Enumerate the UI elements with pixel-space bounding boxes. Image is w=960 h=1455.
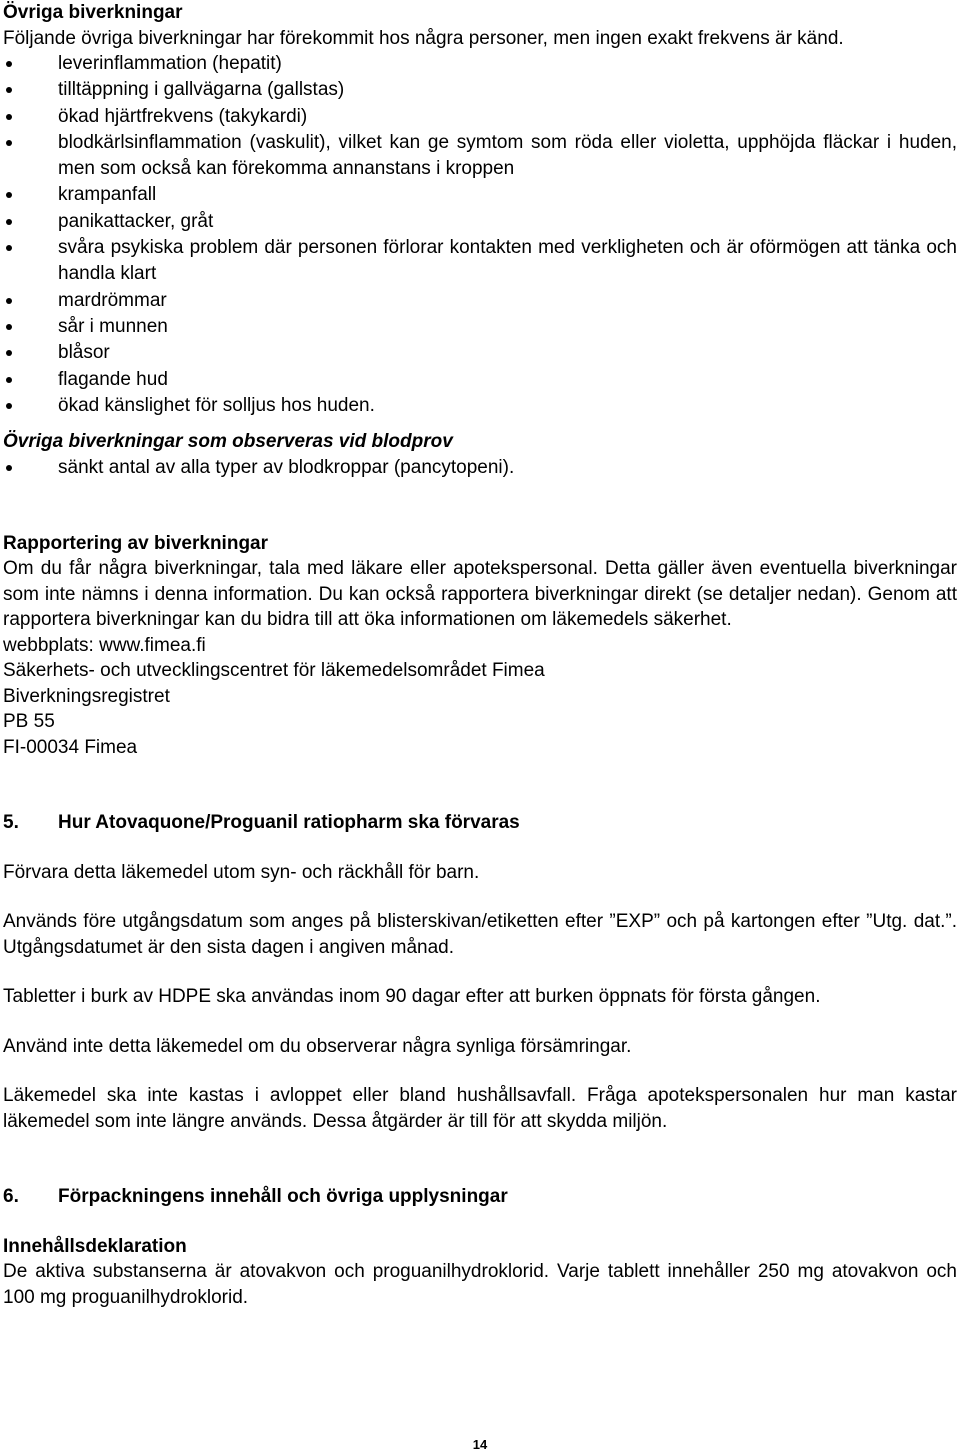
section-storage xyxy=(3,810,957,1134)
side-effect-list xyxy=(3,51,957,419)
section-number: 5. xyxy=(3,812,19,834)
list-item xyxy=(3,393,957,419)
list-item-text: blodkärlsinflammation (vaskulit), vilket kan ge symtom som röda eller violetta, upphöjda fläckar i huden, men som också kan förekomma annanstans i kroppen xyxy=(58,131,957,180)
storage-paragraph: Tabletter i burk av HDPE ska användas inom 90 dagar efter att burken öppnats för första gången. xyxy=(3,986,821,1008)
document-page xyxy=(3,0,957,1452)
section-heading-text: Förpackningens innehåll och övriga upplysningar xyxy=(58,1186,508,1208)
address-line: FI-00034 Fimea xyxy=(3,736,138,758)
list-item xyxy=(3,209,957,235)
list-item-text: svåra psykiska problem där personen förlorar kontakten med verkligheten och är oförmögen att tänka och handla klart xyxy=(58,237,957,285)
list-item xyxy=(3,51,957,77)
section-heading xyxy=(3,810,957,836)
section-title: Övriga biverkningar xyxy=(3,2,183,23)
list-item-text: ökad hjärtfrekvens (takykardi) xyxy=(58,105,308,127)
bullet-icon xyxy=(3,288,15,314)
list-item xyxy=(3,130,957,183)
storage-paragraph: Används före utgångsdatum som anges på blisterskivan/etiketten efter ”EXP” och på kartongen efter ”Utg. dat.”. Utgångsdatumet är den sista dagen i angiven månad. xyxy=(3,911,957,958)
list-item-text: sänkt antal av alla typer av blodkroppar (pancytopeni). xyxy=(58,456,515,478)
bullet-icon xyxy=(3,182,15,208)
section-title: Övriga biverkningar som observeras vid blodprov xyxy=(3,431,453,453)
page-number: 14 xyxy=(472,1437,488,1452)
bullet-icon xyxy=(3,314,15,340)
bullet-icon xyxy=(3,130,15,156)
list-item-text: flagande hud xyxy=(58,368,168,390)
bullet-icon xyxy=(3,393,15,419)
bullet-icon xyxy=(3,209,15,235)
list-item-text: sår i munnen xyxy=(58,315,168,337)
address-line: PB 55 xyxy=(3,711,55,733)
list-item xyxy=(3,314,957,340)
list-item-text: krampanfall xyxy=(58,184,157,206)
storage-paragraph: Förvara detta läkemedel utom syn- och räckhåll för barn. xyxy=(3,861,480,883)
bullet-icon xyxy=(3,455,15,481)
bullet-icon xyxy=(3,235,15,261)
list-item xyxy=(3,340,957,366)
contents-body: De aktiva substanserna är atovakvon och proguanilhydroklorid. Varje tablett innehåller 250 mg atovakvon och 100 mg proguanilhydroklorid. xyxy=(3,1261,957,1308)
list-item-text: tilltäppning i gallvägarna (gallstas) xyxy=(58,79,345,101)
bullet-icon xyxy=(3,77,15,103)
section-other-side-effects xyxy=(3,0,957,419)
reporting-body: Om du får några biverkningar, tala med läkare eller apotekspersonal. Detta gäller även eventuella biverkningar som inte nämns i denna information. Du kan också rapportera biverkningar direkt (se detaljer nedan). Genom att rapportera biverkningar kan du bidra till att öka informationen om läkemedels säkerhet. xyxy=(3,558,957,631)
bullet-icon xyxy=(3,367,15,393)
list-item-text: panikattacker, gråt xyxy=(58,210,214,232)
bullet-icon xyxy=(3,51,15,77)
blood-side-effect-list xyxy=(3,455,957,481)
subsection-title: Innehållsdeklaration xyxy=(3,1235,187,1257)
section-contents xyxy=(3,1184,957,1310)
storage-paragraph: Använd inte detta läkemedel om du observerar några synliga försämringar. xyxy=(3,1035,632,1057)
section-title: Rapportering av biverkningar xyxy=(3,532,269,554)
bullet-icon xyxy=(3,104,15,130)
list-item-text: leverinflammation (hepatit) xyxy=(58,53,282,74)
address-line: Biverkningsregistret xyxy=(3,685,170,707)
list-item xyxy=(3,235,957,288)
section-blood-tests xyxy=(3,429,957,481)
section-heading xyxy=(3,1184,957,1210)
section-intro: Följande övriga biverkningar har förekommit hos några personer, men ingen exakt frekvens är känd. xyxy=(3,27,844,49)
address-line: Säkerhets- och utvecklingscentret för läkemedelsområdet Fimea xyxy=(3,660,545,682)
list-item-text: mardrömmar xyxy=(58,289,167,311)
list-item xyxy=(3,182,957,208)
list-item xyxy=(3,367,957,393)
section-number: 6. xyxy=(3,1186,19,1208)
list-item xyxy=(3,104,957,130)
list-item xyxy=(3,288,957,314)
list-item-text: ökad känslighet för solljus hos huden. xyxy=(58,394,375,416)
reporting-website[interactable]: webbplats: www.fimea.fi xyxy=(3,634,206,656)
bullet-icon xyxy=(3,340,15,366)
storage-paragraph: Läkemedel ska inte kastas i avloppet eller bland hushållsavfall. Fråga apotekspersonalen hur man kastar läkemedel som inte längre används. Dessa åtgärder är till för att skydda miljön. xyxy=(3,1085,957,1132)
section-heading-text: Hur Atovaquone/Proguanil ratiopharm ska förvaras xyxy=(58,812,520,834)
list-item xyxy=(3,455,957,481)
list-item xyxy=(3,77,957,103)
list-item-text: blåsor xyxy=(58,342,110,364)
section-reporting xyxy=(3,531,957,761)
